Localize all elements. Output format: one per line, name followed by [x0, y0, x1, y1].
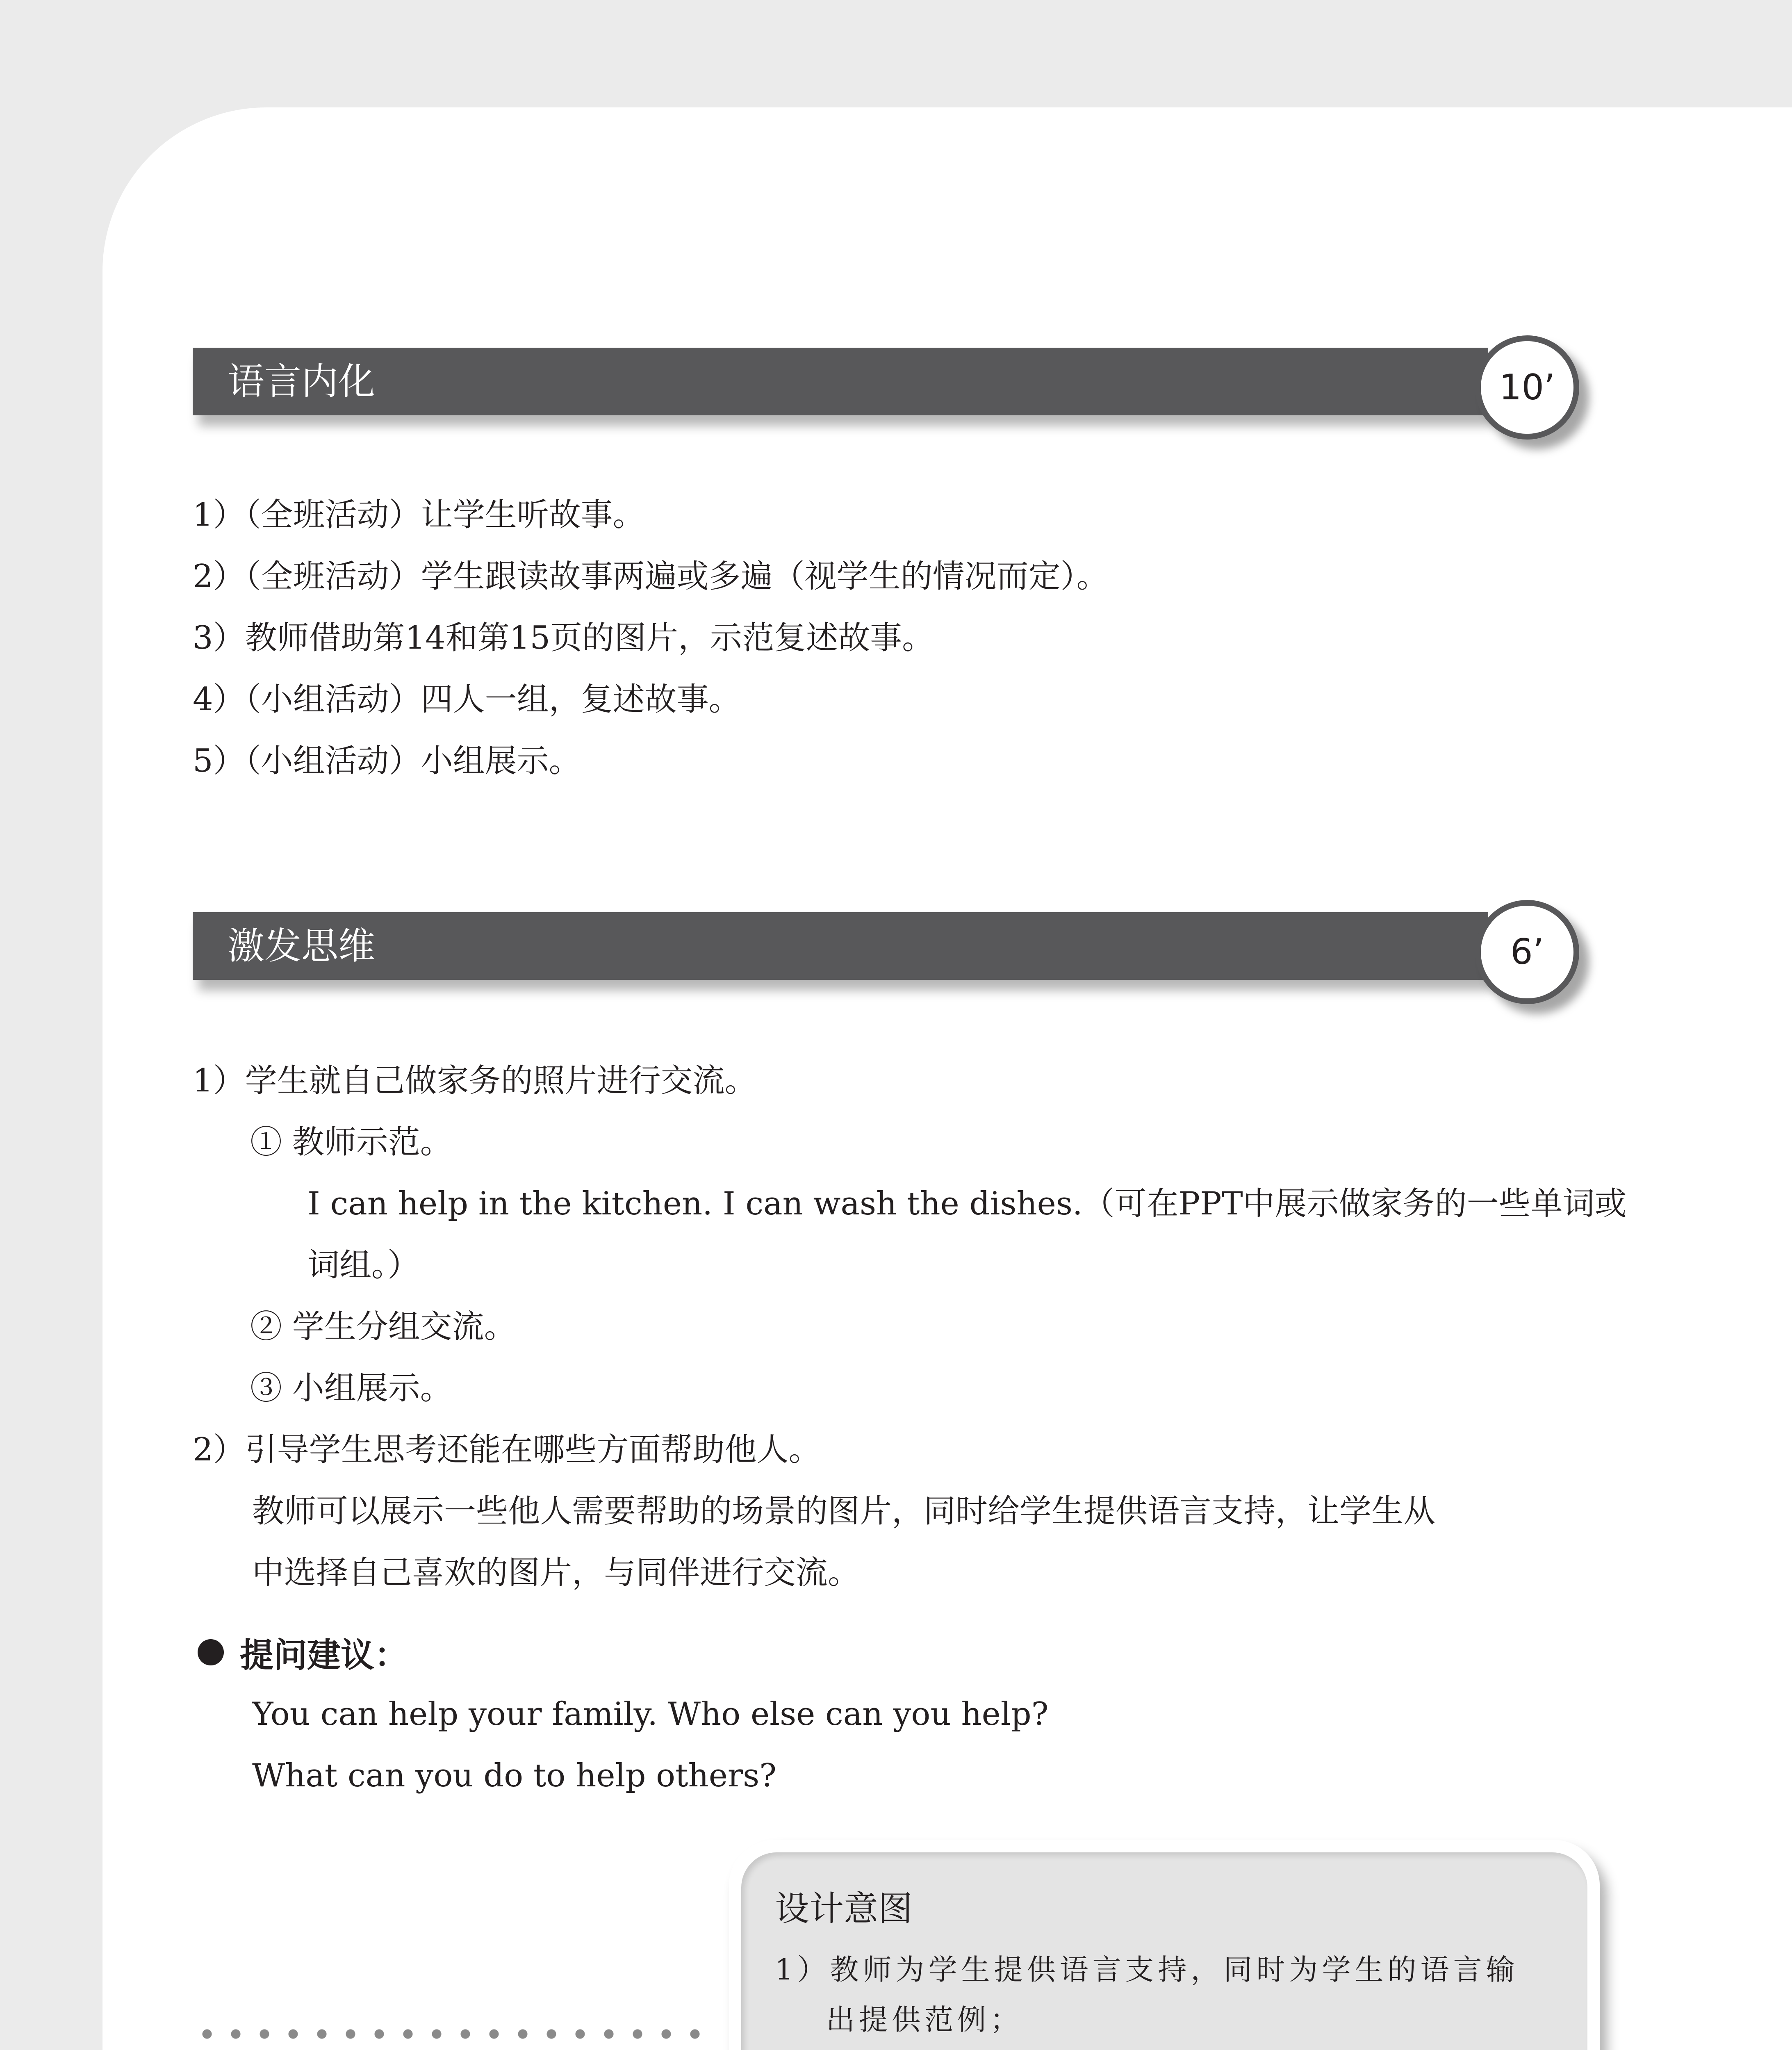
paragraph: 中选择自己喜欢的图片，与同伴进行交流。: [252, 1554, 860, 1591]
list-item: 2）（全班活动）学生跟读故事两遍或多遍（视学生的情况而定）。: [193, 558, 1109, 595]
design-intent-line: 出提供范例；: [826, 2003, 1023, 2036]
list-item: 2）引导学生思考还能在哪些方面帮助他人。: [193, 1431, 821, 1468]
section-title: 语言内化: [228, 360, 375, 403]
tip-question: What can you do to help others?: [252, 1757, 777, 1794]
section-header-bar: [193, 348, 1488, 415]
design-intent-title: 设计意图: [775, 1888, 913, 1929]
bullet-icon: [198, 1639, 224, 1665]
list-item: 5）（小组活动）小组展示。: [193, 743, 581, 779]
time-badge: 6’: [1475, 900, 1579, 1004]
section-header-bar: [193, 912, 1488, 980]
list-item: 4）（小组活动）四人一组，复述故事。: [193, 681, 741, 718]
list-item: 3）教师借助第14和第15页的图片，示范复述故事。: [193, 620, 934, 656]
time-badge: 10’: [1475, 335, 1579, 440]
step-text: 词组。）: [307, 1247, 420, 1284]
design-intent-line: 1）教师为学生提供语言支持，同时为学生的语言输: [775, 1953, 1519, 1986]
tips-heading: 提问建议：: [240, 1636, 408, 1675]
section-title: 激发思维: [228, 925, 375, 968]
sub-step: ③ 小组展示。: [250, 1370, 452, 1407]
dotted-divider: [193, 2028, 702, 2040]
list-item: 1）（全班活动）让学生听故事。: [193, 497, 645, 533]
sub-step: ② 学生分组交流。: [250, 1308, 516, 1345]
paragraph: 教师可以展示一些他人需要帮助的场景的图片，同时给学生提供语言支持，让学生从: [252, 1493, 1436, 1530]
list-item: 1）学生就自己做家务的照片进行交流。: [193, 1062, 757, 1099]
design-intent-line: [775, 2047, 1289, 2050]
step-text: I can help in the kitchen. I can wash the dishes.（可在PPT中展示做家务的一些单词或: [307, 1185, 1627, 1222]
sub-step: ① 教师示范。: [250, 1124, 452, 1161]
tip-question: You can help your family. Who else can you help?: [252, 1696, 1049, 1733]
